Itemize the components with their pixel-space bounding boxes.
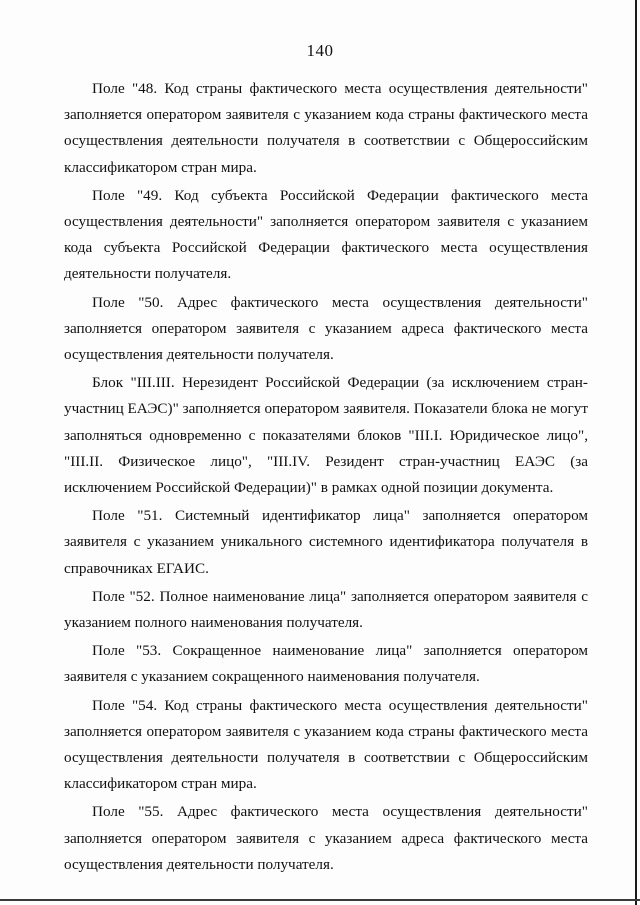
paragraph-field-55: Поле "55. Адрес фактического места осуществления деятельности" заполняется оператором заявителя с указанием адреса фактического места осуществления деятельности получателя. — [64, 803, 588, 873]
paragraph-field-51: Поле "51. Системный идентификатор лица" заполняется оператором заявителя с указанием уникального системного идентификатора получателя в справочниках ЕГАИС. — [64, 507, 588, 577]
paragraph-field-52: Поле "52. Полное наименование лица" заполняется оператором заявителя с указанием полного наименования получателя. — [64, 587, 588, 632]
scan-edge-right — [635, 0, 637, 905]
paragraph-field-48: Поле "48. Код страны фактического места осуществления деятельности" заполняется оператором заявителя с указанием кода страны фактического места осуществления деятельности получателя в соответствии с Общероссийским классификатором стран мира. — [64, 80, 588, 176]
paragraph-field-54: Поле "54. Код страны фактического места осуществления деятельности" заполняется оператором заявителя с указанием кода страны фактического места осуществления деятельности получателя в соответствии с Общероссийским классификатором стран мира. — [64, 696, 588, 793]
paragraph-field-53: Поле "53. Сокращенное наименование лица" заполняется оператором заявителя с указанием сокращенного наименования получателя. — [64, 642, 588, 686]
page-number: 140 — [306, 41, 334, 60]
paragraph-field-50: Поле "50. Адрес фактического места осуществления деятельности" заполняется оператором заявителя с указанием адреса фактического места осуществления деятельности получателя. — [64, 293, 588, 364]
paragraph-field-49: Поле "49. Код субъекта Российской Федерации фактического места осуществления деятельности" заполняется оператором заявителя с указанием кода субъекта Российской Федерации фактического места осуществления деятельности получателя. — [64, 186, 588, 283]
scan-edge-bottom — [0, 899, 640, 901]
paragraph-block-3-3: Блок "III.III. Нерезидент Российской Федерации (за исключением стран-участниц ЕАЭС)" заполняется оператором заявителя. Показатели блока не могут заполняться одновременно с показателями блоков "III.I. Юридическое лицо", "III.II. Физическое лицо", "III.IV. Резидент стран-участниц ЕАЭС (за исключением Российской Федерации)" в рамках одной позиции документа. — [64, 374, 588, 497]
document-body — [64, 76, 588, 878]
